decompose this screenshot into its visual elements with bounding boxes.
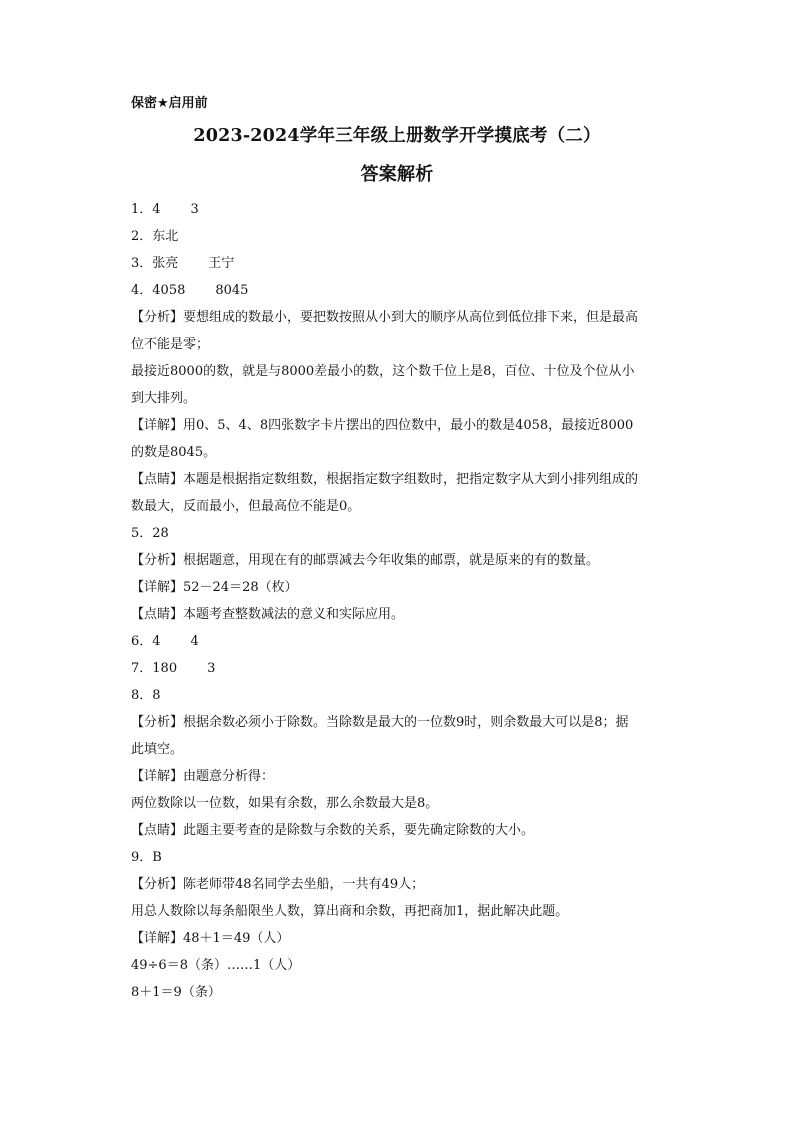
answer-line (131, 817, 676, 844)
answer-line (131, 223, 676, 250)
answer-text: 9．B (131, 850, 162, 865)
answer-line (131, 250, 676, 277)
answer-text: 【点睛】本题考查整数减法的意义和实际应用。 (131, 607, 405, 622)
answer-text: 3 (190, 202, 199, 217)
answer-text: 最接近8000的数，就是与8000差最小的数，这个数千位上是8，百位、十位及个位从小 (131, 364, 635, 379)
answer-line (131, 763, 676, 790)
answer-line (131, 601, 676, 628)
answer-text: 【分析】要想组成的数最小，要把数按照从小到大的顺序从高位到低位排下来，但是最高 (131, 310, 639, 325)
document-subtitle: 答案解析 (360, 164, 434, 185)
answer-line (131, 952, 676, 979)
answer-line (131, 574, 676, 601)
answer-text: 4．4058 (131, 283, 186, 298)
answer-line (131, 493, 676, 520)
answer-text: 【点睛】本题是根据指定数组数，根据指定数字组数时，把指定数字从大到小排列组成的 (131, 472, 639, 487)
confidential-label: 保密★启用前 (131, 96, 208, 111)
answer-text: 5．28 (131, 526, 169, 541)
answer-text: 【详解】48＋1＝49（人） (131, 931, 290, 946)
answer-text: 【分析】根据题意，用现在有的邮票减去今年收集的邮票，就是原来的有的数量。 (131, 553, 600, 568)
answer-text: 8．8 (131, 688, 161, 703)
answer-text: 【分析】根据余数必须小于除数。当除数是最大的一位数9时，则余数最大可以是8；据 (131, 715, 629, 730)
answer-line (131, 790, 676, 817)
answer-line (131, 439, 676, 466)
answer-text: 2．东北 (131, 229, 179, 244)
answer-text: 【详解】52－24＝28（枚） (131, 580, 298, 595)
answer-line (131, 277, 676, 304)
answer-line (131, 466, 676, 493)
answer-text: 到大排列。 (131, 391, 197, 406)
answer-text: 8045 (215, 283, 249, 298)
answer-text: 数最大，反而最小，但最高位不能是0。 (131, 499, 361, 514)
answer-line (131, 655, 676, 682)
answer-text: 王宁 (208, 256, 235, 271)
answer-text: 的数是8045。 (131, 445, 217, 460)
answer-text: 【点睛】此题主要考查的是除数与余数的关系，要先确定除数的大小。 (131, 823, 535, 838)
answer-line (131, 844, 676, 871)
answer-line (131, 520, 676, 547)
answer-line (131, 385, 676, 412)
answer-line (131, 898, 676, 925)
answer-line (131, 628, 676, 655)
answer-line (131, 358, 676, 385)
answer-line (131, 925, 676, 952)
answer-line (131, 871, 676, 898)
answer-text: 【详解】由题意分析得： (131, 769, 275, 784)
answer-text: 4 (190, 634, 199, 649)
answer-line (131, 196, 676, 223)
answer-text: 两位数除以一位数，如果有余数，那么余数最大是8。 (131, 796, 439, 811)
answer-text: 【详解】用0、5、4、8四张数字卡片摆出的四位数中，最小的数是4058，最接近8000 (131, 418, 634, 433)
answer-text: 【分析】陈老师带48名同学去坐船，一共有49人； (131, 877, 425, 892)
answer-line (131, 547, 676, 574)
answer-body (131, 196, 676, 1006)
answer-line (131, 709, 676, 736)
answer-text: 1．4 (131, 202, 161, 217)
answer-text: 8＋1＝9（条） (131, 985, 221, 1000)
answer-text: 用总人数除以每条船限坐人数，算出商和余数，再把商加1，据此解决此题。 (131, 904, 569, 919)
answer-text: 3．张亮 (131, 256, 179, 271)
answer-line (131, 331, 676, 358)
answer-line (131, 412, 676, 439)
answer-text: 7．180 (131, 661, 178, 676)
answer-text: 此填空。 (131, 742, 184, 757)
answer-text: 49÷6＝8（条）……1（人） (131, 958, 301, 973)
answer-text: 3 (207, 661, 216, 676)
answer-text: 6．4 (131, 634, 161, 649)
answer-line (131, 736, 676, 763)
answer-line (131, 682, 676, 709)
answer-line (131, 304, 676, 331)
answer-line (131, 979, 676, 1006)
document-title: 2023-2024学年三年级上册数学开学摸底考（二） (193, 126, 601, 146)
answer-text: 位不能是零； (131, 337, 210, 352)
